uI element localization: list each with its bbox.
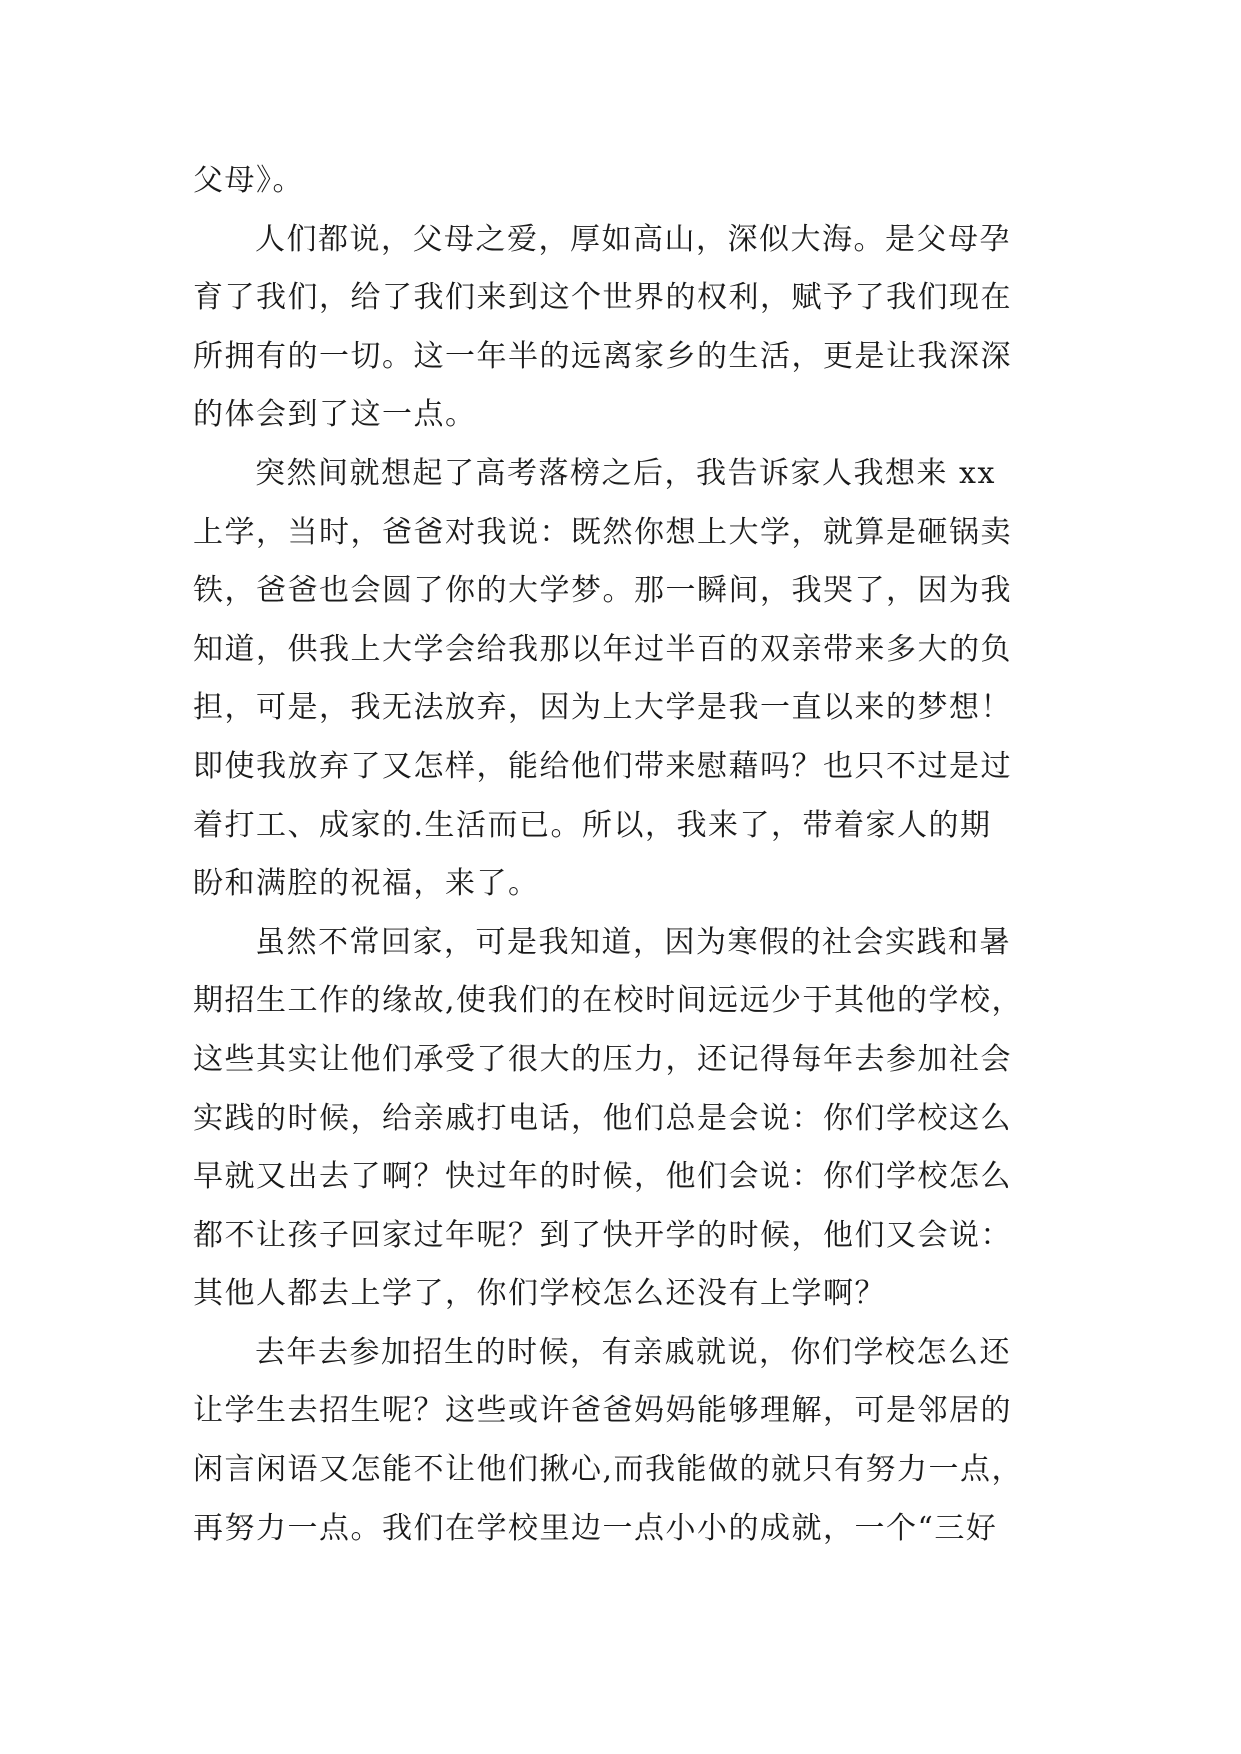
text-line: 所拥有的一切。这一年半的远离家乡的生活，更是让我深深: [193, 338, 1012, 374]
document-body: [193, 152, 1053, 1558]
text-line: 早就又出去了啊？快过年的时候，他们会说：你们学校怎么: [193, 1159, 1012, 1195]
text-line: 实践的时候，给亲戚打电话，他们总是会说：你们学校这么: [193, 1100, 1012, 1136]
text-line: 上学，当时，爸爸对我说：既然你想上大学，就算是砸锅卖: [193, 514, 1012, 550]
paragraph-first-line: 人们都说，父母之爱，厚如高山，深似大海。是父母孕: [255, 221, 1011, 257]
text-line: 着打工、成家的.生活而已。所以，我来了，带着家人的期: [193, 807, 992, 843]
paragraph-first-line: 突然间就想起了高考落榜之后，我告诉家人我想来 xx: [255, 455, 996, 491]
text-line: 这些其实让他们承受了很大的压力，还记得每年去参加社会: [193, 1041, 1012, 1077]
text-line: 父母》。: [193, 163, 304, 198]
text-line: 的体会到了这一点。: [193, 397, 477, 433]
text-line: 闲言闲语又怎能不让他们揪心,而我能做的就只有努力一点，: [193, 1452, 1024, 1488]
paragraph-first-line: 去年去参加招生的时候，有亲戚就说，你们学校怎么还: [255, 1334, 1011, 1370]
text-line: 铁，爸爸也会圆了你的大学梦。那一瞬间，我哭了，因为我: [193, 573, 1012, 609]
text-line: 都不让孩子回家过年呢？到了快开学的时候，他们又会说：: [193, 1217, 1012, 1253]
text-line: 知道，供我上大学会给我那以年过半百的双亲带来多大的负: [193, 631, 1012, 667]
text-line: 让学生去招生呢？这些或许爸爸妈妈能够理解，可是邻居的: [193, 1393, 1012, 1429]
paragraph-first-line: 虽然不常回家，可是我知道，因为寒假的社会实践和暑: [255, 924, 1011, 960]
text-line: 期招生工作的缘故,使我们的在校时间远远少于其他的学校，: [193, 983, 1024, 1019]
text-line: 育了我们，给了我们来到这个世界的权利，赋予了我们现在: [193, 280, 1012, 316]
text-line: 即使我放弃了又怎样，能给他们带来慰藉吗？也只不过是过: [193, 748, 1012, 784]
text-line: 其他人都去上学了，你们学校怎么还没有上学啊？: [193, 1276, 886, 1312]
text-line: 再努力一点。我们在学校里边一点小小的成就，一个“三好: [193, 1510, 998, 1546]
text-line: 担，可是，我无法放弃，因为上大学是我一直以来的梦想！: [193, 690, 1012, 726]
text-line: 盼和满腔的祝福，来了。: [193, 866, 540, 902]
